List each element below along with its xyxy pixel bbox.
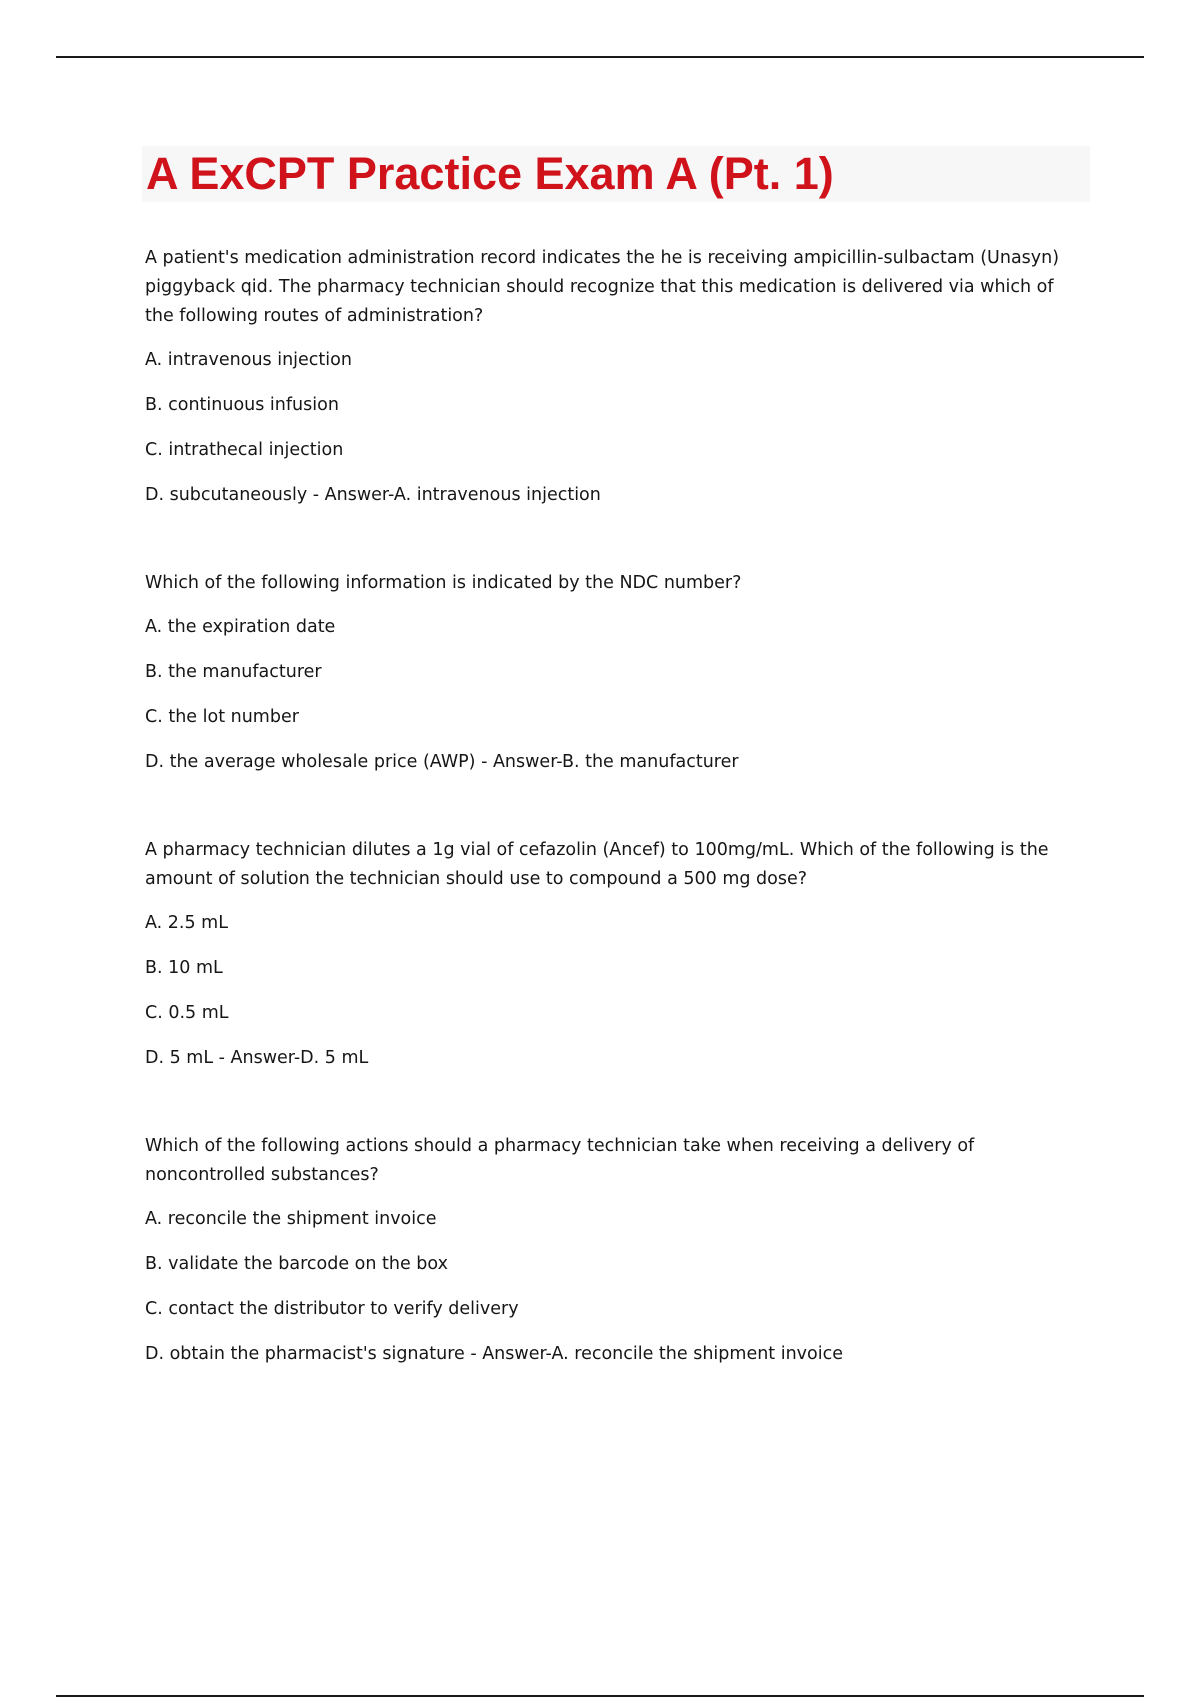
answer-option: B. validate the barcode on the box [145,1254,448,1274]
answer-option: A. intravenous injection [145,350,352,370]
question-text: Which of the following actions should a pharmacy technician take when receiving a delivery of noncontrolled substances? [145,1136,975,1185]
question-text: A pharmacy technician dilutes a 1g vial of cefazolin (Ancef) to 100mg/mL. Which of the following is the amount of solution the technician should use to compound a 500 mg dose? [145,840,1049,889]
answer-option: C. 0.5 mL [145,1003,229,1023]
exam-content [145,244,1085,1428]
answer-option: A. 2.5 mL [145,913,228,933]
answer-option: C. intrathecal injection [145,440,344,460]
answer-option: A. the expiration date [145,617,336,637]
answer-option: C. contact the distributor to verify delivery [145,1299,519,1319]
header-rule [56,56,1144,58]
answer-option: B. continuous infusion [145,395,339,415]
footer-rule [56,1695,1144,1697]
answer-option: A. reconcile the shipment invoice [145,1209,437,1229]
page-title: A ExCPT Practice Exam A (Pt. 1) [146,148,834,199]
answer-option-with-answer: D. obtain the pharmacist's signature - Answer-A. reconcile the shipment invoice [145,1344,843,1364]
answer-option-with-answer: D. the average wholesale price (AWP) - Answer-B. the manufacturer [145,752,739,772]
question-block [145,836,1085,1073]
question-block [145,1132,1085,1369]
answer-option: B. 10 mL [145,958,223,978]
question-text: Which of the following information is indicated by the NDC number? [145,573,742,593]
question-text: A patient's medication administration record indicates the he is receiving ampicillin-sulbactam (Unasyn) piggyback qid. The pharmacy technician should recognize that this medication is delivered via which of the following routes of administration? [145,248,1060,326]
answer-option-with-answer: D. subcutaneously - Answer-A. intravenous injection [145,485,601,505]
question-block [145,569,1085,777]
answer-option: C. the lot number [145,707,299,727]
answer-option: B. the manufacturer [145,662,322,682]
question-block [145,244,1085,510]
answer-option-with-answer: D. 5 mL - Answer-D. 5 mL [145,1048,369,1068]
